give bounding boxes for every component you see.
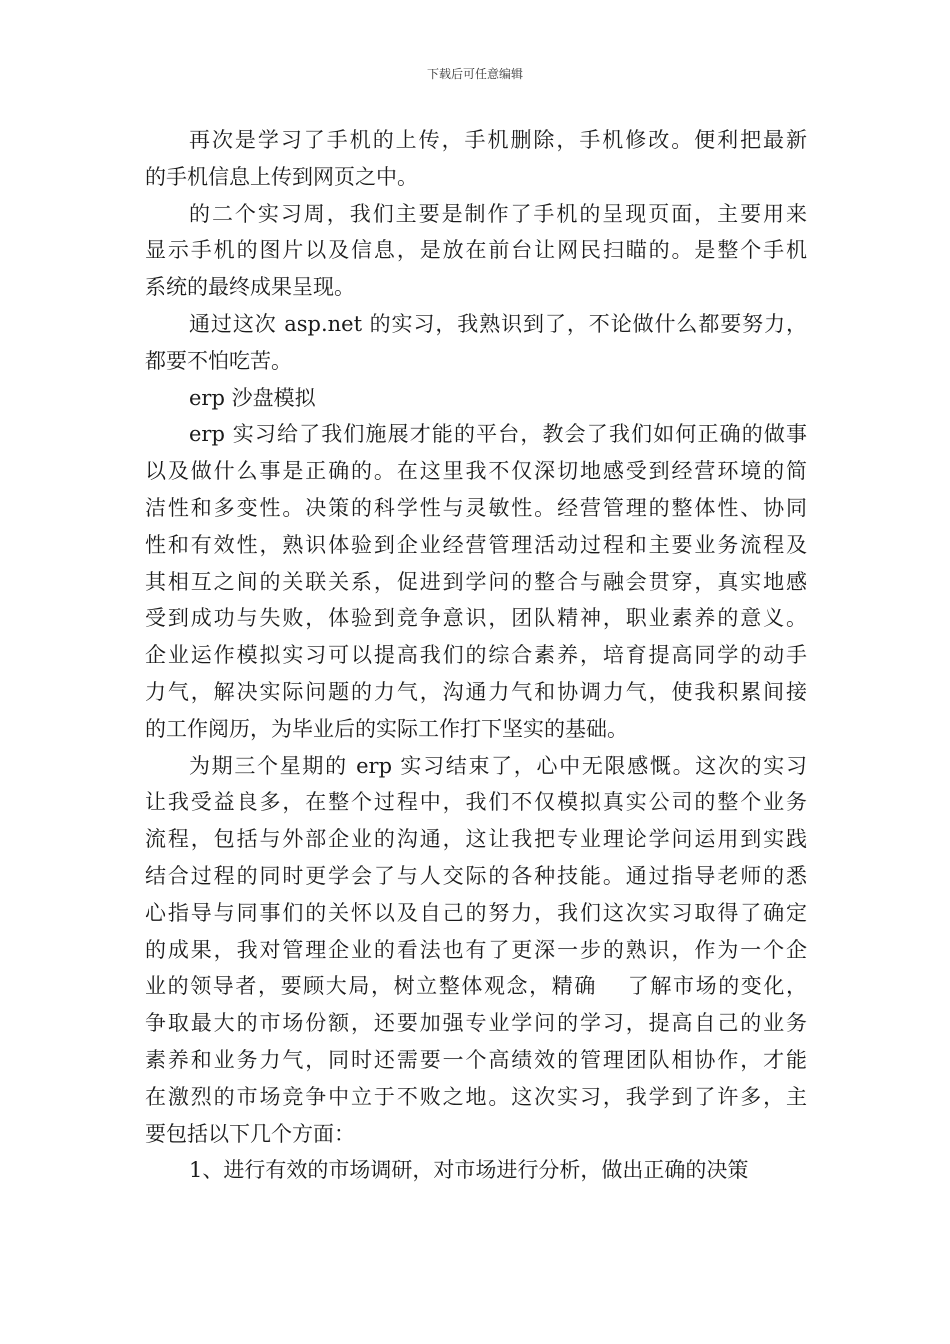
text-line: 业的领导者，要顾大局，树立整体观念，精确 了解市场的变化， — [145, 974, 807, 999]
text-line: 的手机信息上传到网页之中。 — [145, 164, 418, 189]
text-line: 1、进行有效的市场调研，对市场进行分析，做出正确的决策 — [189, 1158, 749, 1183]
text-line: 受到成功与失败，体验到竞争意识，团队精神，职业素养的意义。 — [145, 606, 807, 631]
text-line: 争取最大的市场份额，还要加强专业学问的学习，提高自己的业务 — [145, 1011, 807, 1036]
text-line: 性和有效性，熟识体验到企业经营管理活动过程和主要业务流程及 — [145, 532, 807, 557]
text-line: erp 实习给了我们施展才能的平台，教会了我们如何正确的做事 — [189, 422, 807, 447]
text-line: 结合过程的同时更学会了与人交际的各种技能。通过指导老师的悉 — [145, 863, 807, 888]
text-line: 素养和业务力气，同时还需要一个高绩效的管理团队相协作，才能 — [145, 1047, 807, 1072]
text-line: 心指导与同事们的关怀以及自己的努力，我们这次实习取得了确定 — [145, 900, 807, 925]
text-line: 要包括以下几个方面： — [145, 1121, 355, 1146]
text-line: 在激烈的市场竞争中立于不败之地。这次实习，我学到了许多，主 — [145, 1084, 807, 1109]
text-line: 通过这次 asp.net 的实习，我熟识到了，不论做什么都要努力， — [189, 311, 807, 336]
text-line: 的二个实习周，我们主要是制作了手机的呈现页面，主要用来 — [189, 201, 807, 226]
text-line: 显示手机的图片以及信息，是放在前台让网民扫瞄的。是整个手机 — [145, 238, 807, 263]
document-body — [145, 122, 807, 1189]
page-header: 下载后可任意编辑 — [426, 67, 523, 81]
text-line: 的工作阅历，为毕业后的实际工作打下坚实的基础。 — [145, 716, 628, 741]
text-line: 再次是学习了手机的上传，手机删除，手机修改。便利把最新 — [189, 128, 807, 152]
section-heading — [145, 380, 807, 417]
paragraph — [145, 416, 807, 747]
text-line: erp 沙盘模拟 — [189, 385, 316, 410]
paragraph — [145, 196, 807, 306]
text-line: 为期三个星期的 erp 实习结束了，心中无限感慨。这次的实习 — [189, 753, 807, 778]
text-line: 系统的最终成果呈现。 — [145, 275, 355, 300]
paragraph — [145, 122, 807, 196]
text-line: 的成果，我对管理企业的看法也有了更深一步的熟识，作为一个企 — [145, 937, 807, 962]
list-item — [145, 1152, 807, 1189]
text-line: 其相互之间的关联关系，促进到学问的整合与融会贯穿，真实地感 — [145, 569, 807, 594]
text-line: 流程，包括与外部企业的沟通，这让我把专业理论学问运用到实践 — [145, 827, 807, 852]
text-line: 让我受益良多，在整个过程中，我们不仅模拟真实公司的整个业务 — [145, 790, 807, 815]
text-line: 以及做什么事是正确的。在这里我不仅深切地感受到经营环境的简 — [145, 459, 807, 484]
text-line: 企业运作模拟实习可以提高我们的综合素养，培育提高同学的动手 — [145, 643, 807, 668]
text-line: 都要不怕吃苦。 — [145, 348, 292, 373]
text-line: 洁性和多变性。决策的科学性与灵敏性。经营管理的整体性、协同 — [145, 495, 807, 520]
paragraph — [145, 306, 807, 380]
text-line: 力气，解决实际问题的力气，沟通力气和协调力气，使我积累间接 — [145, 679, 807, 704]
paragraph — [145, 748, 807, 1153]
